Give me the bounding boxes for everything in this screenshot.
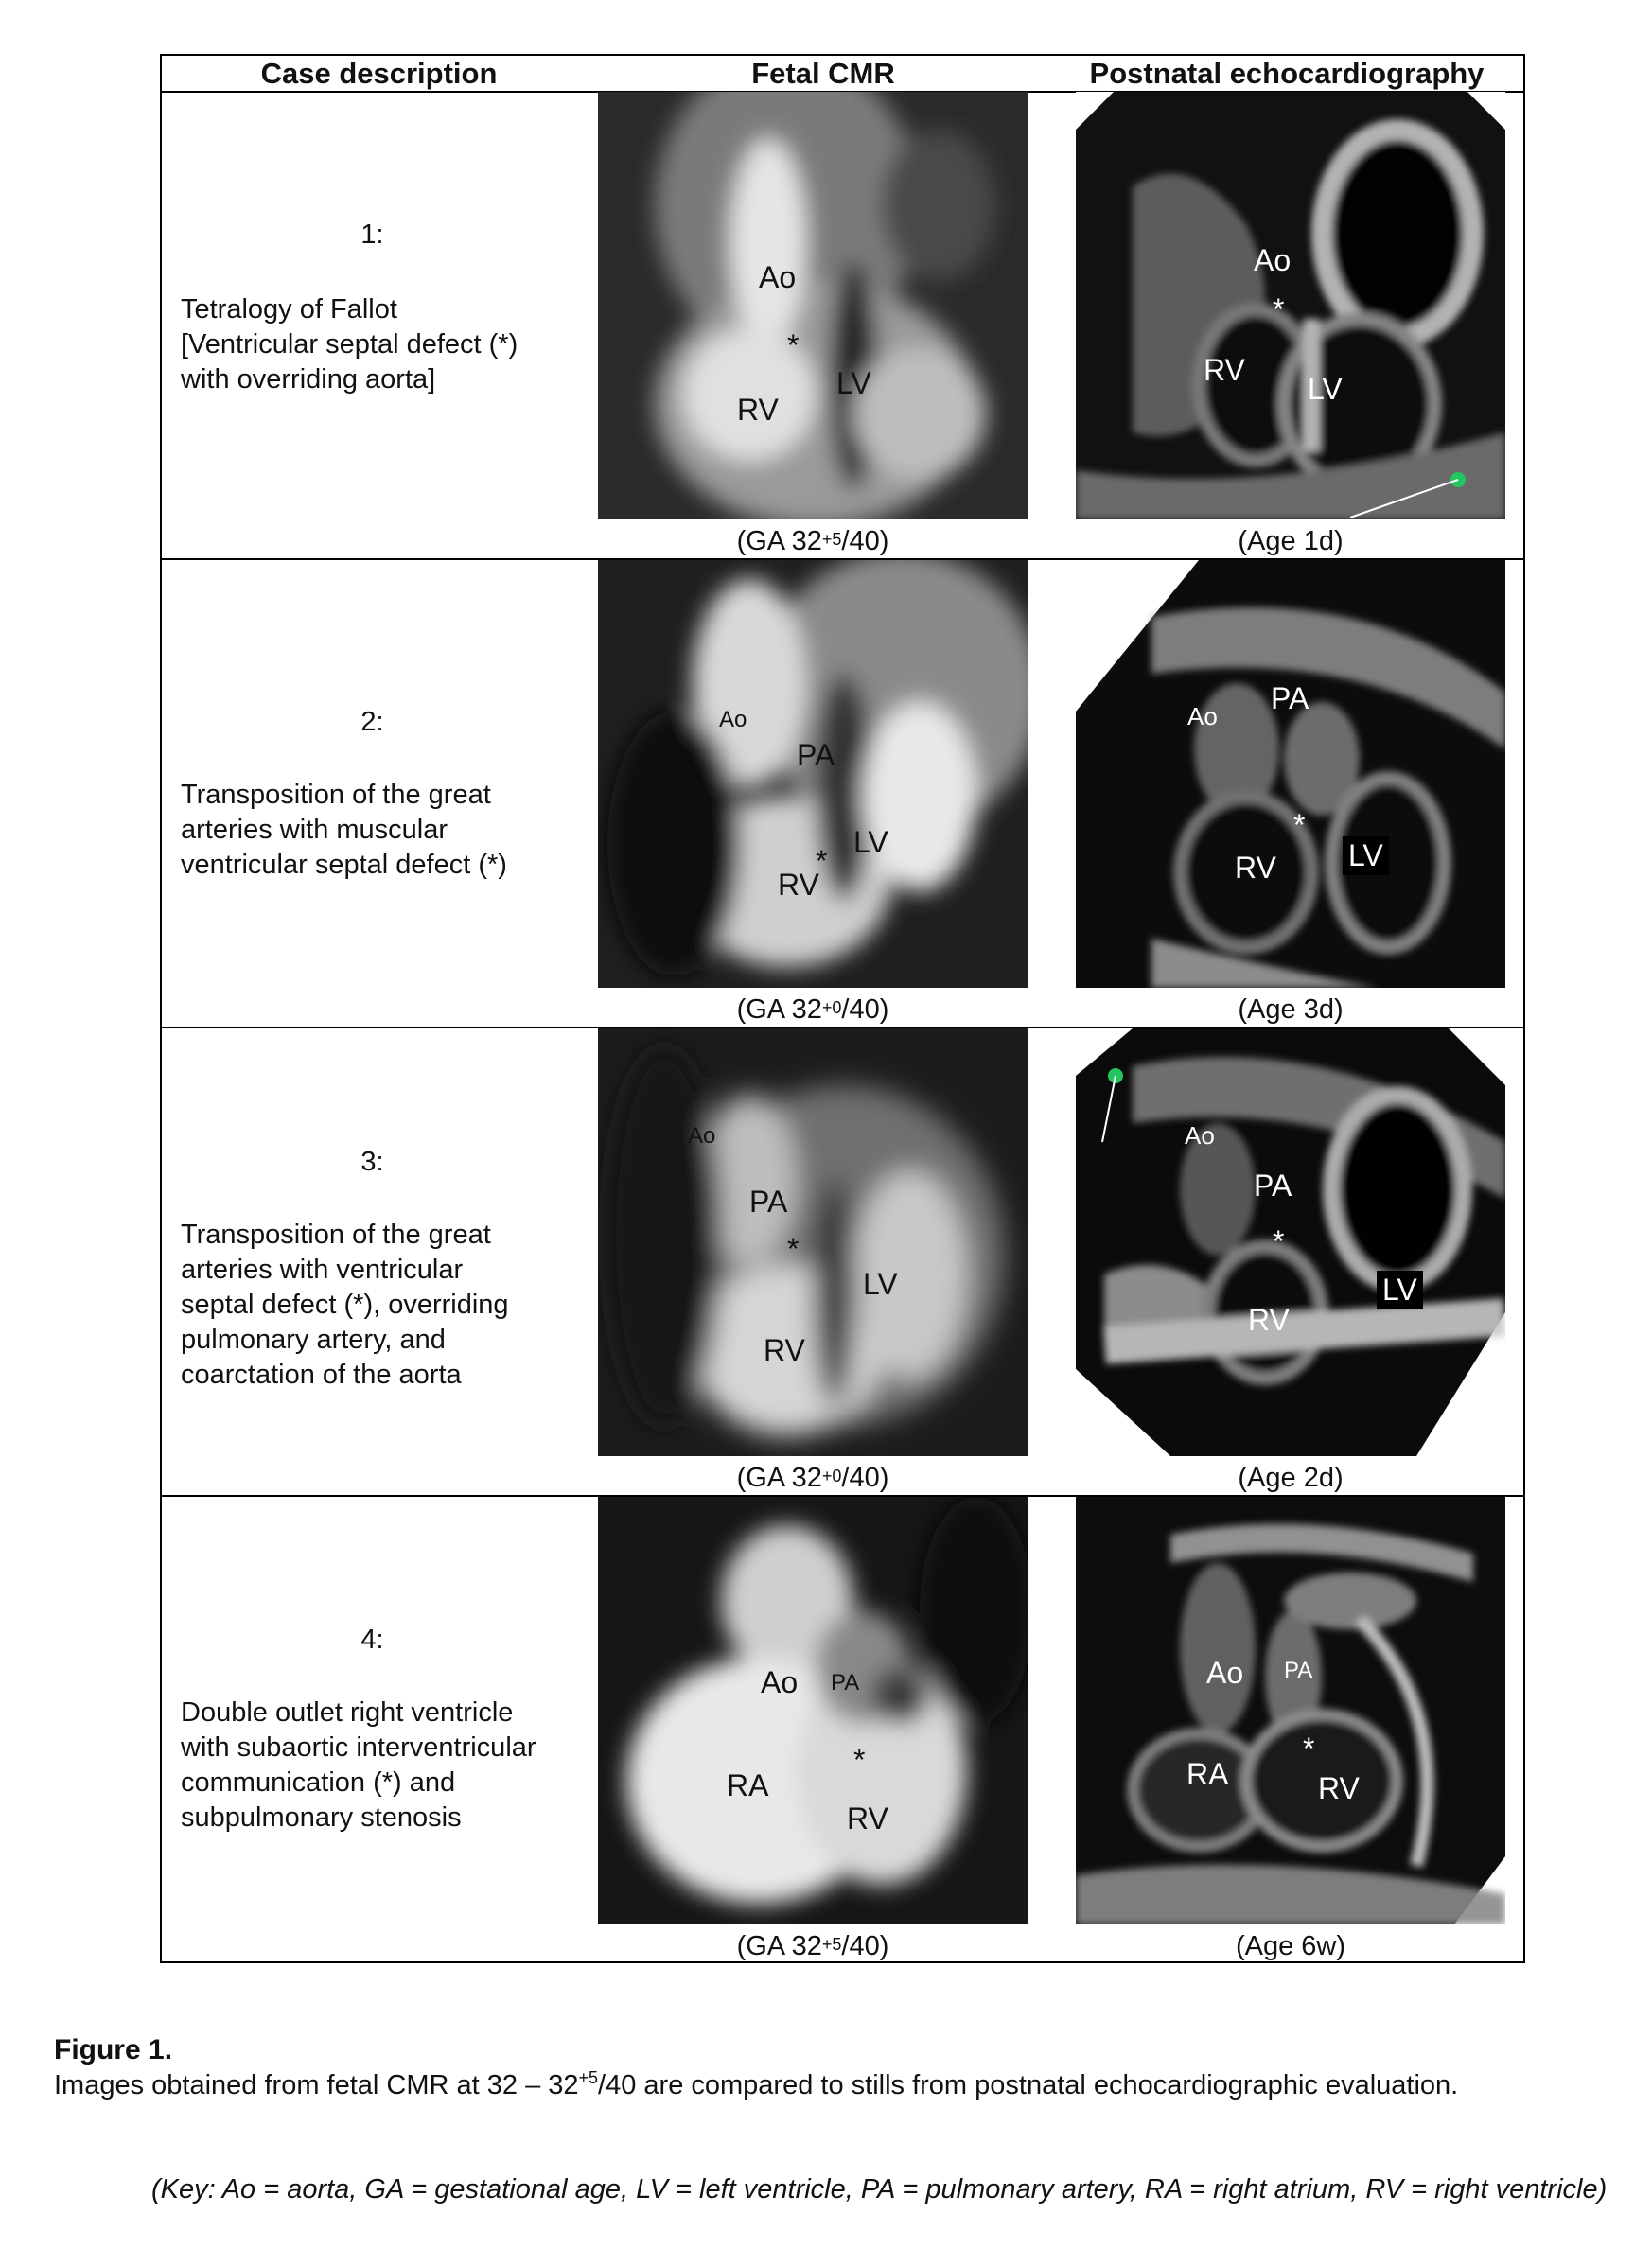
label-ao: Ao	[761, 1665, 799, 1699]
description-line: pulmonary artery, and	[181, 1325, 446, 1355]
label-vsd-star: *	[1273, 1224, 1285, 1258]
case-description	[181, 1218, 578, 1393]
label-lv: LV	[853, 825, 888, 859]
label-rv: RV	[847, 1801, 888, 1836]
label-ra: RA	[1186, 1757, 1229, 1791]
description-line: Transposition of the great	[181, 1220, 491, 1250]
cmr-caption: (GA $32^{+5}/40$)	[736, 526, 889, 556]
label-pa: PA	[797, 738, 835, 772]
case-number: 1:	[360, 220, 384, 250]
echo-caption: (Age 3d)	[1238, 994, 1344, 1025]
cmr-image	[598, 560, 1028, 988]
label-pa: PA	[1254, 1169, 1292, 1203]
header-case-description: Case description	[260, 57, 498, 90]
label-vsd-star: *	[1293, 808, 1306, 842]
cmr-caption: (GA $32^{+0}/40$)	[736, 1463, 889, 1493]
description-line: Tetralogy of Fallot	[181, 294, 397, 325]
label-rv: RV	[1318, 1771, 1360, 1805]
description-line: subpulmonary stenosis	[181, 1802, 462, 1833]
label-rv: RV	[737, 393, 779, 427]
echo-caption: (Age 1d)	[1238, 526, 1344, 556]
description-line: arteries with ventricular	[181, 1255, 464, 1285]
case-row-2	[162, 560, 1523, 1028]
label-ao: Ao	[759, 260, 797, 294]
echo-image-graphic	[1076, 1028, 1505, 1456]
description-line: with subaortic interventricular	[181, 1732, 536, 1763]
description-line: communication (*) and	[181, 1767, 456, 1798]
figure-description: Images obtained from fetal CMR at $32 - 32^{+5}/40$ are compared to stills from postnatal echocardiographic evaluation.	[54, 2068, 1459, 2100]
label-rv: RV	[778, 868, 819, 902]
description-line: Double outlet right ventricle	[181, 1697, 514, 1728]
label-lv: LV	[836, 366, 871, 400]
echo-image	[1076, 560, 1505, 988]
label-ra: RA	[727, 1768, 769, 1802]
description-line: [Ventricular septal defect (*)	[181, 329, 518, 360]
cmr-caption: (GA $32^{+0}/40$)	[736, 994, 889, 1025]
case-row-4	[162, 1497, 1523, 1965]
label-pa: PA	[1284, 1658, 1313, 1683]
label-vsd-star: *	[787, 328, 800, 362]
description-line: arteries with muscular	[181, 815, 448, 845]
case-number: 2:	[360, 707, 384, 737]
description-line: ventricular septal defect (*)	[181, 850, 507, 880]
label-pa: PA	[749, 1185, 788, 1219]
case-description	[181, 1696, 578, 1836]
cmr-image	[598, 92, 1028, 519]
label-vsd-star: *	[1303, 1731, 1315, 1766]
label-vsd-star: *	[787, 1232, 800, 1266]
echo-image-graphic	[1076, 560, 1505, 988]
case-number: 3:	[360, 1147, 384, 1177]
label-rv: RV	[1248, 1303, 1290, 1337]
case-row-1	[162, 92, 1523, 560]
figure-key: (Key: Ao = aorta, GA = gestational age, LV = left ventricle, PA = pulmonary artery, RA = right atrium, RV = right ventricle)	[151, 2174, 1608, 2205]
description-line: septal defect (*), overriding	[181, 1290, 509, 1320]
figure-title: Figure 1.	[54, 2034, 173, 2065]
cmr-image-graphic	[598, 1497, 1028, 1924]
cmr-image	[598, 1028, 1028, 1456]
label-pa: PA	[831, 1670, 860, 1696]
description-line: coarctation of the aorta	[181, 1360, 462, 1390]
label-ao: Ao	[688, 1123, 716, 1149]
cmr-image	[598, 1497, 1028, 1924]
cmr-image-graphic	[598, 1028, 1028, 1456]
echo-caption: (Age 6w)	[1235, 1931, 1346, 1961]
echo-image-graphic	[1076, 92, 1505, 519]
label-lv: LV	[1308, 372, 1343, 406]
label-vsd-star: *	[816, 844, 828, 878]
echo-image	[1076, 1028, 1505, 1456]
label-ao: Ao	[1187, 702, 1218, 730]
header-fetal-cmr: Fetal CMR	[751, 57, 895, 90]
case-number: 4:	[360, 1625, 384, 1655]
label-vsd-star: *	[1273, 292, 1285, 326]
cmr-caption: (GA $32^{+5}/40$)	[736, 1931, 889, 1961]
echo-image	[1076, 1497, 1505, 1924]
case-row-3	[162, 1028, 1523, 1497]
label-ao: Ao	[719, 707, 747, 732]
label-lv: LV	[1343, 836, 1389, 875]
description-line: with overriding aorta]	[181, 364, 436, 395]
label-rv: RV	[764, 1333, 805, 1367]
cmr-image-graphic	[598, 560, 1028, 988]
figure-table	[160, 54, 1525, 1963]
cmr-image-graphic	[598, 92, 1028, 519]
label-ao: Ao	[1254, 243, 1292, 277]
label-ao: Ao	[1206, 1656, 1244, 1690]
case-description	[181, 292, 578, 397]
echo-image	[1076, 92, 1505, 519]
label-rv: RV	[1235, 851, 1276, 885]
label-rv: RV	[1204, 353, 1245, 387]
label-pa: PA	[1271, 681, 1309, 715]
echo-caption: (Age 2d)	[1238, 1463, 1344, 1493]
echo-image-graphic	[1076, 1497, 1505, 1924]
description-line: Transposition of the great	[181, 780, 491, 810]
label-lv: LV	[1377, 1271, 1423, 1309]
header-postnatal-echo: Postnatal echocardiography	[1089, 57, 1485, 90]
label-lv: LV	[863, 1267, 898, 1301]
case-description	[181, 778, 578, 883]
label-vsd-star: *	[853, 1743, 866, 1777]
label-ao: Ao	[1185, 1121, 1215, 1150]
